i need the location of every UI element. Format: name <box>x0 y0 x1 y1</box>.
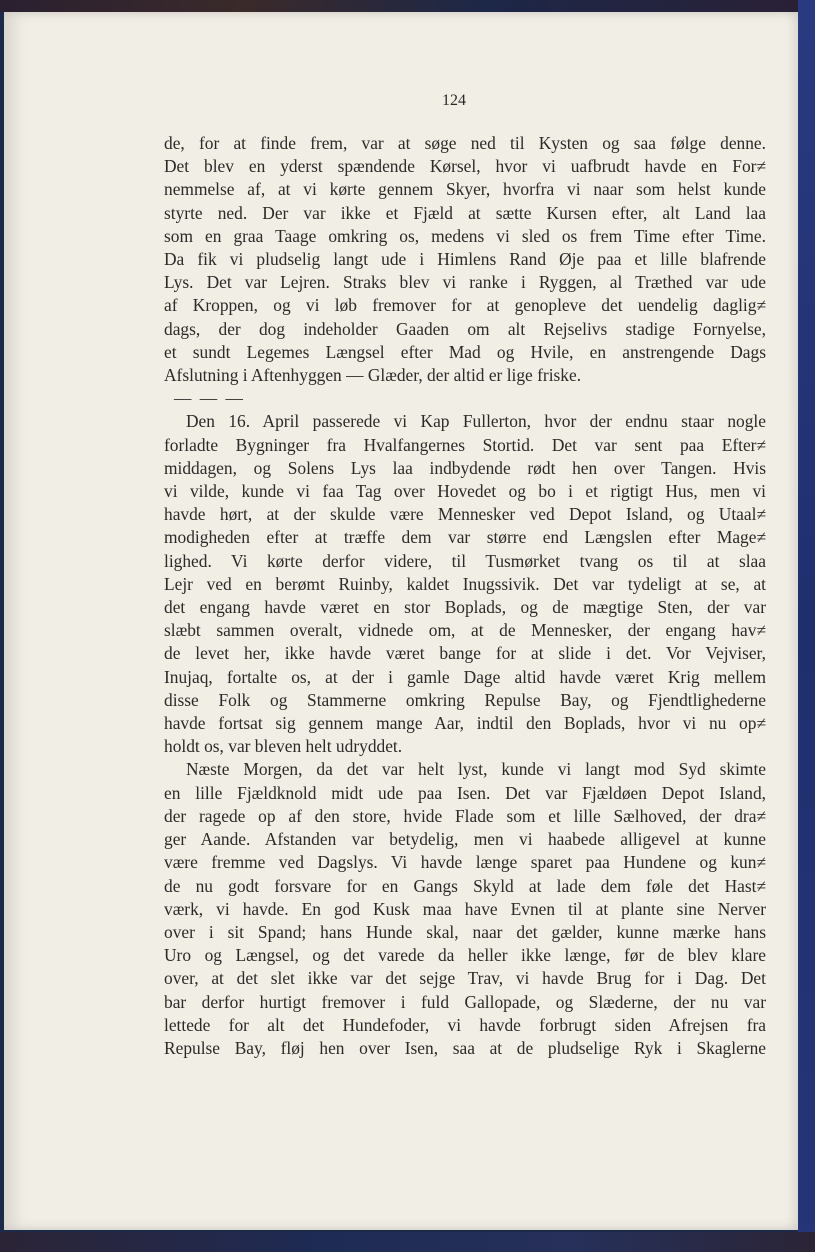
text-line: af Kroppen, og vi løb fremover for at genopleve det uendelig daglig≠ <box>164 295 766 316</box>
book-cover-edge <box>798 0 815 1252</box>
text-line: over i sit Spand; hans Hunde skal, naar det gælder, kunne mærke hans <box>164 921 766 942</box>
text-line: dags, der dog indeholder Gaaden om alt Rejselivs stadige Fornyelse, <box>164 318 766 339</box>
section-dashes: — — — <box>174 388 245 409</box>
text-line: de, for at finde frem, var at søge ned til Kysten og saa følge denne. <box>164 133 766 153</box>
text-line: være fremme ved Dagslys. Vi havde længe sparet paa Hundene og kun≠ <box>164 852 766 873</box>
book-bottom-edge <box>0 1232 815 1252</box>
text-line: havde fortsat sig gennem mange Aar, indtil den Boplads, hvor vi nu op≠ <box>164 713 766 734</box>
text-line: holdt os, var bleven helt udryddet. <box>164 736 403 757</box>
text-line: bar derfor hurtigt fremover i fuld Gallopade, og Slæderne, der nu var <box>164 991 766 1012</box>
text-line: som en graa Taage omkring os, medens vi sled os frem Time efter Time. <box>164 225 766 246</box>
page-number: 124 <box>442 92 466 109</box>
text-line: slæbt sammen overalt, vidnede om, at de Mennesker, der engang hav≠ <box>164 620 766 641</box>
text-line: Den 16. April passerede vi Kap Fullerton, hvor der endnu staar nogle <box>186 411 766 432</box>
text-line: Uro og Længsel, og det varede da heller ikke længe, før de blev klare <box>164 945 766 966</box>
text-line: Lys. Det var Lejren. Straks blev vi ranke i Ryggen, al Træthed var ude <box>164 272 766 293</box>
text-line: de levet her, ikke havde været bange for at slide i det. Vor Vejviser, <box>164 643 766 664</box>
text-line: de nu godt forsvare for en Gangs Skyld at lade dem føle det Hast≠ <box>164 875 766 896</box>
text-line: nemmelse af, at vi kørte gennem Skyer, hvorfra vi naar som helst kunde <box>164 179 766 200</box>
text-line: Næste Morgen, da det var helt lyst, kunde vi langt mod Syd skimte <box>186 759 766 780</box>
text-line: et sundt Legemes Længsel efter Mad og Hvile, en anstrengende Dags <box>164 341 766 362</box>
text-line: middagen, og Solens Lys laa indbydende rødt hen over Tangen. Hvis <box>164 457 766 478</box>
text-line: det engang havde været en stor Boplads, og de mægtige Sten, der var <box>164 597 766 618</box>
text-line: forladte Bygninger fra Hvalfangernes Stortid. Det var sent paa Efter≠ <box>164 434 766 455</box>
text-line: ger Aande. Afstanden var betydelig, men vi haabede alligevel at kunne <box>164 829 766 850</box>
book-top-edge <box>0 0 815 12</box>
text-line: havde hørt, at der skulde være Mennesker ved Depot Island, og Utaal≠ <box>164 504 766 525</box>
text-line: en lille Fjældknold midt ude paa Isen. Det var Fjældøen Depot Island, <box>164 782 766 803</box>
text-line: Det blev en yderst spændende Kørsel, hvor vi uafbrudt havde en For≠ <box>164 156 766 177</box>
text-line: værk, vi havde. En god Kusk maa have Evnen til at plante sine Nerver <box>164 898 766 919</box>
text-line: Repulse Bay, fløj hen over Isen, saa at de pludselige Ryk i Skaglerne <box>164 1037 766 1058</box>
text-line: over, at det slet ikke var det sejge Trav, vi havde Brug for i Dag. Det <box>164 968 766 989</box>
paragraph-1 <box>164 132 766 387</box>
text-line: lettede for alt det Hundefoder, vi havde forbrugt siden Afrejsen fra <box>164 1014 766 1035</box>
body-text <box>164 132 766 1060</box>
text-line: vi vilde, kunde vi faa Tag over Hovedet og bo i et rigtigt Hus, men vi <box>164 481 766 502</box>
text-line: Afslutning i Aftenhyggen — Glæder, der altid er lige friske. <box>164 365 582 386</box>
text-line: styrte ned. Der var ikke et Fjæld at sætte Kursen efter, alt Land laa <box>164 202 766 223</box>
paragraph-3 <box>164 758 766 1060</box>
text-line: modigheden efter at træffe dem var større end Længslen efter Mage≠ <box>164 527 766 548</box>
text-line: Da fik vi pludselig langt ude i Himlens Rand Øje paa et lille blafrende <box>164 249 766 270</box>
text-line: lighed. Vi kørte derfor videre, til Tusmørket tvang os til at slaa <box>164 550 766 571</box>
text-line: der ragede op af den store, hvide Flade som et lille Sælhoved, der dra≠ <box>164 805 766 826</box>
text-line: Inujaq, fortalte os, at der i gamle Dage altid havde været Krig mellem <box>164 666 766 687</box>
text-line: Lejr ved en berømt Ruinby, kaldet Inugssivik. Det var tydeligt at se, at <box>164 573 766 594</box>
text-line: disse Folk og Stammerne omkring Repulse Bay, og Fjendtlighederne <box>164 689 766 710</box>
section-break <box>164 387 766 410</box>
paragraph-2 <box>164 410 766 758</box>
